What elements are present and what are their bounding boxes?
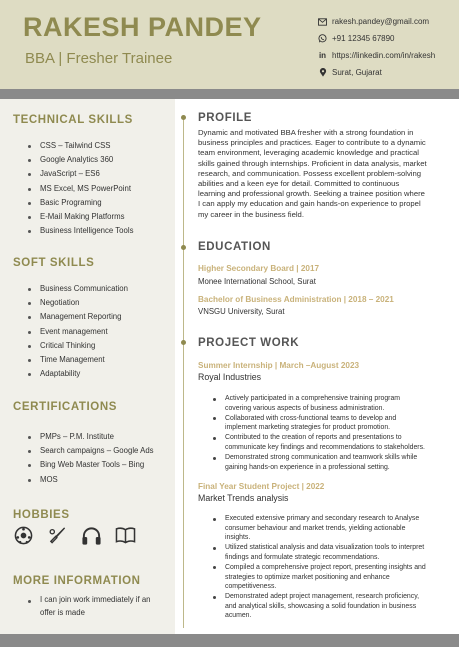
profile-summary: Dynamic and motivated BBA fresher with a strong foundation in business principles and practices. Eager to contribute to a dynamic team environment, leveraging academic knowledge and practical skills gained through internships. Proficient in data analysis, market research, and communication. Possess excellent problem-solving abilities and a keen eye for detail. Committed to continuous learning and professional growth. Seeking a trainee position where I can apply my education and gain hands-on experience to propel my career in the business field.	[198, 128, 427, 219]
contact-email-text: rakesh.pandey@gmail.com	[332, 17, 430, 26]
list-item: Compiled a comprehensive project report, presenting insights and strategies to optimize market positioning and enhance competitiveness.	[212, 563, 444, 592]
list-item: Business Communication	[27, 282, 128, 296]
list-item: Basic Programing	[27, 196, 133, 210]
email-icon	[318, 17, 327, 26]
soft-skills-heading: SOFT SKILLS	[13, 257, 95, 269]
technical-skills-heading: TECHNICAL SKILLS	[13, 114, 133, 126]
project-heading: Summer Internship | March –August 2023	[198, 361, 360, 370]
list-item: Actively participated in a comprehensive training program covering various aspects of business administration.	[212, 394, 444, 413]
list-item: E-Mail Making Platforms	[27, 210, 133, 224]
more-information-list	[27, 594, 151, 619]
contact-phone[interactable]	[318, 31, 435, 46]
list-item: MS Excel, MS PowerPoint	[27, 182, 133, 196]
contact-location-text: Surat, Gujarat	[332, 68, 382, 77]
education-degree: Bachelor of Business Administration | 2018 – 2021	[198, 295, 394, 304]
list-item: Google Analytics 360	[27, 153, 133, 167]
list-item: Collaborated with cross-functional teams to develop and implement marketing strategies for product promotion.	[212, 414, 444, 433]
education-school: Monee International School, Surat	[198, 277, 316, 286]
bottom-divider-bar	[0, 634, 459, 647]
education-degree: Higher Secondary Board | 2017	[198, 264, 320, 273]
list-item: CSS – Tailwind CSS	[27, 139, 133, 153]
project-bullets	[212, 394, 444, 473]
certifications-list	[27, 430, 154, 487]
soft-skills-list	[27, 282, 128, 381]
contact-phone-text: +91 12345 67890	[332, 34, 395, 43]
list-item: Demonstrated adept project management, research proficiency, and analytical skills, showcasing a solid foundation in business acumen.	[212, 592, 444, 621]
list-item: Search campaigns – Google Ads	[27, 444, 154, 458]
profile-heading: PROFILE	[198, 112, 253, 124]
cricket-icon	[48, 526, 67, 550]
certifications-heading: CERTIFICATIONS	[13, 401, 118, 413]
list-item: Business Intelligence Tools	[27, 224, 133, 238]
list-item: Negotiation	[27, 296, 128, 310]
list-item: Executed extensive primary and secondary research to Analyse consumer behaviour and market trends, yielding actionable insights.	[212, 514, 444, 543]
list-item: Bing Web Master Tools – Bing	[27, 458, 154, 472]
contact-list	[318, 14, 435, 82]
project-bullets	[212, 514, 444, 622]
project-work-heading: PROJECT WORK	[198, 337, 300, 349]
education-school: VNSGU University, Surat	[198, 307, 285, 316]
contact-linkedin[interactable]	[318, 48, 435, 63]
headphones-icon	[81, 526, 102, 551]
contact-linkedin-text: https://linkedin.com/in/rakesh	[332, 51, 436, 60]
timeline-line	[183, 120, 184, 628]
list-item: PMPs – P.M. Institute	[27, 430, 154, 444]
list-item: JavaScript – ES6	[27, 167, 133, 181]
list-item: Contributed to the creation of reports and presentations to communicate key findings and recommendations to stakeholders.	[212, 433, 444, 452]
list-item: Management Reporting	[27, 310, 128, 324]
timeline-dot	[181, 245, 186, 250]
list-item: Time Management	[27, 353, 128, 367]
project-org: Market Trends analysis	[198, 493, 289, 503]
project-org: Royal Industries	[198, 372, 262, 382]
linkedin-icon: in	[318, 51, 327, 60]
list-item: MOS	[27, 473, 154, 487]
location-pin-icon	[318, 68, 327, 77]
whatsapp-icon	[318, 34, 327, 43]
book-icon	[115, 526, 136, 550]
candidate-role: BBA | Fresher Trainee	[25, 50, 173, 67]
list-item: Utilized statistical analysis and data visualization tools to interpret findings and formulate strategic recommendations.	[212, 543, 444, 562]
more-information-heading: MORE INFORMATION	[13, 575, 141, 587]
list-item: I can join work immediately if an offer is made	[27, 594, 151, 619]
football-icon	[14, 526, 33, 550]
timeline-dot	[181, 340, 186, 345]
list-item: Critical Thinking	[27, 339, 128, 353]
list-item: Event management	[27, 325, 128, 339]
hobbies-heading: HOBBIES	[13, 509, 70, 521]
technical-skills-list	[27, 139, 133, 238]
top-divider-bar	[0, 89, 459, 99]
timeline-dot	[181, 115, 186, 120]
candidate-name: RAKESH PANDEY	[23, 12, 262, 42]
list-item: Adaptability	[27, 367, 128, 381]
education-heading: EDUCATION	[198, 241, 271, 253]
contact-location	[318, 65, 435, 80]
contact-email[interactable]	[318, 14, 435, 29]
project-heading: Final Year Student Project | 2022	[198, 482, 325, 491]
list-item: Demonstrated strong communication and teamwork skills while gaining hands-on experience in a professional setting.	[212, 453, 444, 472]
